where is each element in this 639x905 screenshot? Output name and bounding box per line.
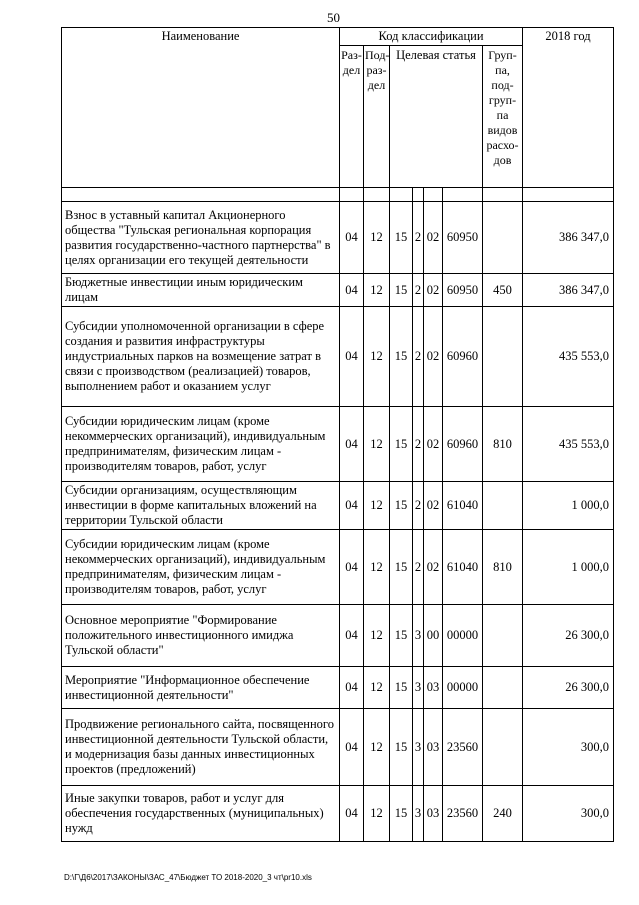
header-section	[340, 46, 364, 188]
row-amount: 26 300,0	[523, 667, 614, 709]
row-target-type: 2	[413, 407, 424, 482]
row-target-type: 2	[413, 202, 424, 274]
row-target-program: 15	[390, 407, 413, 482]
header-line: раз-	[366, 63, 387, 77]
header-line: под-	[491, 78, 514, 92]
row-subsection: 12	[364, 274, 390, 307]
header-target-item: Целевая статья	[390, 46, 483, 188]
row-amount: 1 000,0	[523, 530, 614, 605]
header-expense-group	[483, 46, 523, 188]
row-target-measure: 03	[424, 667, 443, 709]
page-number: 50	[327, 10, 340, 25]
row-target-measure: 03	[424, 709, 443, 786]
header-classification-code: Код классификации	[340, 28, 523, 46]
row-expense-group	[483, 202, 523, 274]
table-row	[62, 307, 614, 407]
row-section: 04	[340, 667, 364, 709]
row-expense-group	[483, 667, 523, 709]
row-name: Мероприятие "Информационное обеспечение инвестиционной деятельности"	[62, 667, 340, 709]
row-target-type: 2	[413, 307, 424, 407]
table-row	[62, 274, 614, 307]
row-target-type: 3	[413, 667, 424, 709]
row-subsection: 12	[364, 482, 390, 530]
table-row	[62, 709, 614, 786]
table-row	[62, 667, 614, 709]
row-name: Бюджетные инвестиции иным юридическим лицам	[62, 274, 340, 307]
row-expense-group	[483, 482, 523, 530]
header-year: 2018 год	[523, 28, 614, 188]
row-target-measure: 02	[424, 530, 443, 605]
row-target-program: 15	[390, 307, 413, 407]
row-target-type: 2	[413, 530, 424, 605]
row-target-program: 15	[390, 709, 413, 786]
row-subsection: 12	[364, 307, 390, 407]
table-row	[62, 605, 614, 667]
row-name: Субсидии уполномоченной организации в сфере создания и развития инфраструктуры индустриальных парков на возмещение затрат в связи с производством (реализацией) товаров, выполнением работ и оказанием услуг	[62, 307, 340, 407]
row-target-program: 15	[390, 605, 413, 667]
row-section: 04	[340, 482, 364, 530]
row-name: Взнос в уставный капитал Акционерного общества "Тульская региональная корпорация развития государственно-частного партнерства" в целях организации его текущей деятельности	[62, 202, 340, 274]
table-header	[62, 28, 614, 202]
header-line: Груп-	[488, 48, 517, 62]
row-target-program: 15	[390, 274, 413, 307]
header-line: дов	[493, 153, 512, 167]
row-target-direction: 60950	[443, 202, 483, 274]
row-section: 04	[340, 202, 364, 274]
header-line: Под-	[365, 48, 390, 62]
header-subsection	[364, 46, 390, 188]
row-amount: 435 553,0	[523, 407, 614, 482]
header-spacer-row	[62, 188, 614, 202]
row-section: 04	[340, 786, 364, 842]
row-target-direction: 00000	[443, 605, 483, 667]
header-line: груп-	[488, 93, 517, 107]
row-name: Иные закупки товаров, работ и услуг для обеспечения государственных (муниципальных) нужд	[62, 786, 340, 842]
row-target-program: 15	[390, 530, 413, 605]
row-target-direction: 61040	[443, 482, 483, 530]
row-target-type: 3	[413, 786, 424, 842]
row-target-measure: 03	[424, 786, 443, 842]
row-target-direction: 00000	[443, 667, 483, 709]
table-row	[62, 530, 614, 605]
header-line: дел	[342, 63, 361, 77]
row-target-direction: 61040	[443, 530, 483, 605]
row-subsection: 12	[364, 530, 390, 605]
row-target-program: 15	[390, 786, 413, 842]
header-name: Наименование	[62, 28, 340, 188]
row-name: Субсидии юридическим лицам (кроме некоммерческих организаций), индивидуальным предпринимателям, физическим лицам - производителям товаров, работ, услуг	[62, 407, 340, 482]
table-row	[62, 202, 614, 274]
row-name: Основное мероприятие "Формирование положительного инвестиционного имиджа Тульской области"	[62, 605, 340, 667]
header-line: Раз-	[341, 48, 362, 62]
row-target-measure: 02	[424, 482, 443, 530]
row-subsection: 12	[364, 786, 390, 842]
row-amount: 435 553,0	[523, 307, 614, 407]
row-subsection: 12	[364, 407, 390, 482]
row-target-measure: 02	[424, 202, 443, 274]
row-expense-group	[483, 709, 523, 786]
row-amount: 386 347,0	[523, 202, 614, 274]
row-expense-group: 810	[483, 407, 523, 482]
row-subsection: 12	[364, 202, 390, 274]
table-body	[62, 202, 614, 842]
row-target-measure: 00	[424, 605, 443, 667]
row-target-type: 2	[413, 482, 424, 530]
row-target-program: 15	[390, 482, 413, 530]
row-amount: 26 300,0	[523, 605, 614, 667]
row-target-direction: 60960	[443, 407, 483, 482]
row-amount: 1 000,0	[523, 482, 614, 530]
file-path-footer: D:\Г\Д6\2017\ЗАКОНЫ\ЗАС_47\Бюджет ТО 2018-2020_3 чт\pr10.xls	[64, 873, 312, 882]
row-name: Субсидии юридическим лицам (кроме некоммерческих организаций), индивидуальным предпринимателям, физическим лицам - производителям товаров, работ, услуг	[62, 530, 340, 605]
row-target-type: 3	[413, 605, 424, 667]
row-target-type: 3	[413, 709, 424, 786]
row-section: 04	[340, 307, 364, 407]
row-subsection: 12	[364, 709, 390, 786]
header-line: па	[496, 108, 509, 122]
header-line: видов	[487, 123, 518, 137]
row-target-measure: 02	[424, 407, 443, 482]
row-subsection: 12	[364, 667, 390, 709]
row-amount: 300,0	[523, 709, 614, 786]
row-section: 04	[340, 407, 364, 482]
table-row	[62, 786, 614, 842]
row-target-measure: 02	[424, 307, 443, 407]
row-section: 04	[340, 605, 364, 667]
row-target-measure: 02	[424, 274, 443, 307]
row-target-direction: 23560	[443, 709, 483, 786]
row-name: Продвижение регионального сайта, посвященного инвестиционной деятельности Тульской области, и модернизация базы данных инвестиционных проектов (предложений)	[62, 709, 340, 786]
row-expense-group: 450	[483, 274, 523, 307]
table-row	[62, 482, 614, 530]
row-target-direction: 60960	[443, 307, 483, 407]
header-line: па,	[495, 63, 510, 77]
row-amount: 386 347,0	[523, 274, 614, 307]
row-target-direction: 60950	[443, 274, 483, 307]
budget-table	[61, 27, 614, 842]
row-section: 04	[340, 709, 364, 786]
row-subsection: 12	[364, 605, 390, 667]
row-target-direction: 23560	[443, 786, 483, 842]
row-target-program: 15	[390, 202, 413, 274]
table-row	[62, 407, 614, 482]
row-target-type: 2	[413, 274, 424, 307]
row-name: Субсидии организациям, осуществляющим инвестиции в форме капитальных вложений на территории Тульской области	[62, 482, 340, 530]
row-expense-group: 810	[483, 530, 523, 605]
header-line: расхо-	[486, 138, 519, 152]
row-amount: 300,0	[523, 786, 614, 842]
row-section: 04	[340, 274, 364, 307]
row-expense-group	[483, 307, 523, 407]
header-line: дел	[367, 78, 386, 92]
row-expense-group	[483, 605, 523, 667]
row-expense-group: 240	[483, 786, 523, 842]
row-target-program: 15	[390, 667, 413, 709]
row-section: 04	[340, 530, 364, 605]
